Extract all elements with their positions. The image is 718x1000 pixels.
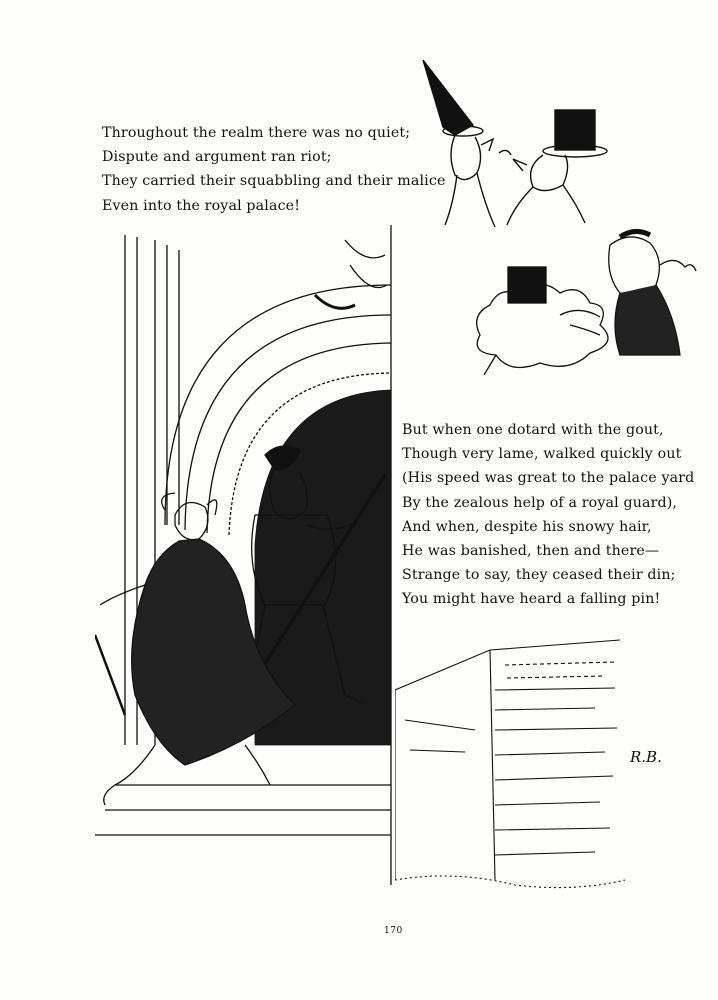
verse-line: You might have heard a falling pin! [402,591,661,608]
scuffle-illustration [460,225,700,395]
artist-signature: R.B. [630,748,662,766]
page-number: 170 [384,926,403,936]
stone-wall-illustration [395,630,630,890]
verse-bottom [402,418,694,612]
palace-door-illustration [95,225,395,890]
verse-line: By the zealous help of a royal guard), [402,494,678,511]
quarrel-illustration-top [415,55,615,235]
verse-line: Though very lame, walked quickly out [402,446,682,463]
verse-line: Strange to say, they ceased their din; [402,567,676,584]
verse-line: (His speed was great to the palace yard [402,470,695,487]
verse-line: And when, despite his snowy hair, [402,518,652,535]
verse-line: He was banished, then and there— [402,543,660,560]
verse-line: They carried their squabbling and their malice [102,173,446,190]
verse-line: Dispute and argument ran riot; [102,149,332,166]
verse-line: But when one dotard with the gout, [402,422,664,438]
verse-line: Throughout the realm there was no quiet; [102,125,411,141]
verse-top [102,121,446,218]
verse-line: Even into the royal palace! [102,197,301,214]
